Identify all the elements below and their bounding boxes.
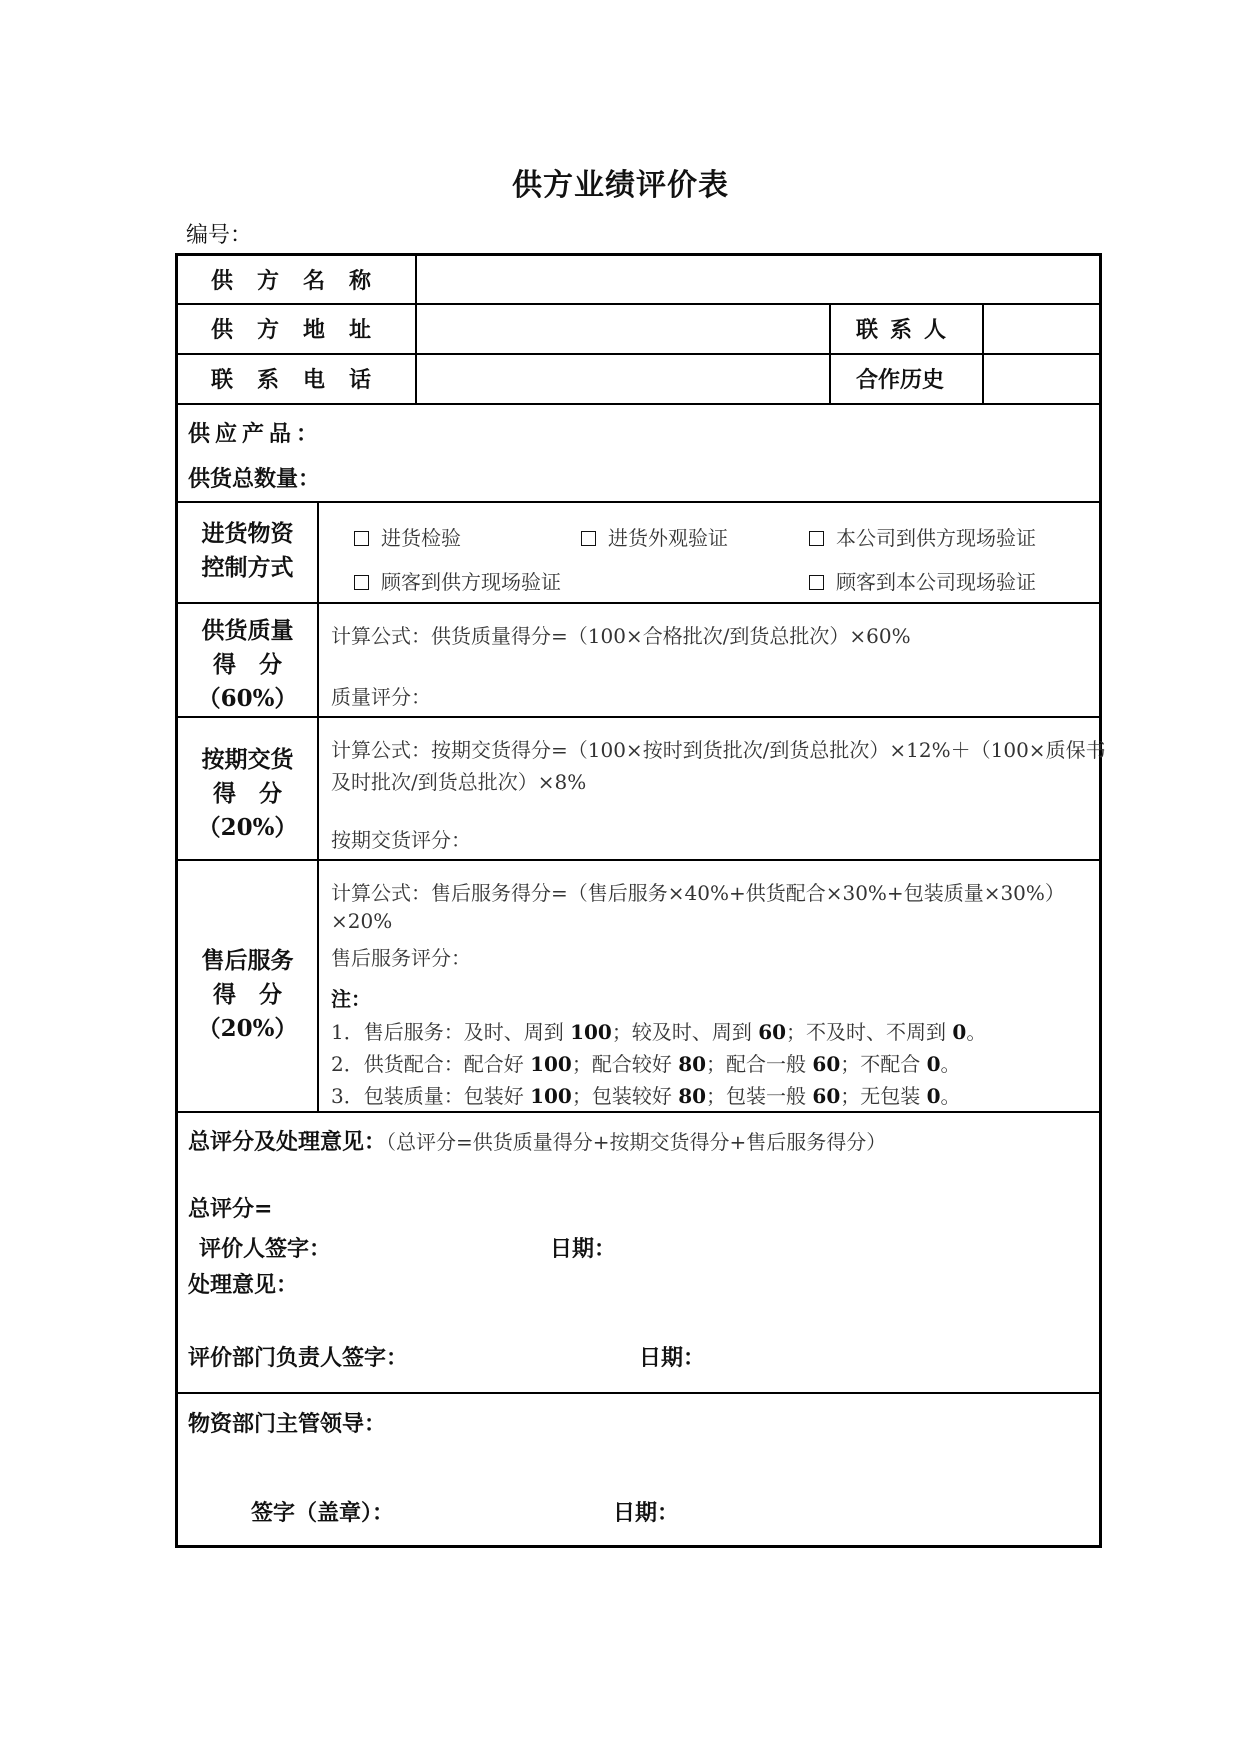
- summary-heading: [188, 1125, 886, 1156]
- option-label: 进货外观验证: [608, 526, 728, 550]
- summary-heading-note: （总评分=供货质量得分+按期交货得分+售后服务得分）: [386, 1130, 887, 1154]
- option-appearance-verification[interactable]: [581, 522, 728, 551]
- supply-products-label: 供应产品：: [188, 421, 324, 447]
- row-divider: [178, 1111, 1099, 1113]
- note-item: 3．包装质量：包装好 100；包装较好 80；包装一般 60；无包装 0。: [331, 1084, 961, 1108]
- option-label: 顾客到本公司现场验证: [836, 570, 1036, 594]
- supplier-address-field[interactable]: [423, 309, 823, 349]
- leader-signature-label: 签字（盖章）：: [251, 1500, 395, 1526]
- serial-number-label: 编号：: [186, 223, 253, 248]
- service-score-label: [178, 944, 317, 1046]
- evaluation-date-label: 日期：: [550, 1236, 617, 1262]
- option-label: 顾客到供方现场验证: [381, 570, 561, 594]
- column-divider: [982, 303, 984, 403]
- control-label-line: 进货物资: [201, 520, 294, 547]
- dept-head-signature-label: 评价部门负责人签字：: [188, 1345, 409, 1371]
- label-line: 得 分: [213, 981, 282, 1008]
- column-divider: [317, 501, 319, 1111]
- row-divider: [178, 403, 1099, 405]
- phone-field[interactable]: [423, 359, 823, 399]
- supplier-name-label: 供方名称: [211, 268, 396, 294]
- note-item: 2．供货配合：配合好 100；配合较好 80；配合一般 60；不配合 0。: [331, 1052, 961, 1076]
- delivery-formula-line: 及时批次/到货总批次）×8%: [331, 770, 587, 794]
- row-divider: [178, 1392, 1099, 1394]
- option-customer-company-verification[interactable]: [809, 566, 1036, 595]
- label-line: （20%）: [197, 814, 298, 841]
- checkbox-icon[interactable]: [354, 531, 369, 546]
- control-method-label: [178, 517, 317, 585]
- dept-head-date-label: 日期：: [639, 1345, 706, 1371]
- summary-heading-text: 总评分及处理意见：: [188, 1129, 387, 1155]
- service-formula-line: 计算公式：售后服务得分=（售后服务×40%+供货配合×30%+包装质量×30%）: [331, 881, 1065, 905]
- column-divider: [829, 303, 831, 403]
- supplier-address-label: 供方地址: [211, 317, 396, 343]
- control-label-line: 控制方式: [201, 554, 294, 581]
- page-title: 供方业绩评价表: [512, 168, 729, 203]
- evaluator-signature-label: 评价人签字：: [199, 1236, 332, 1262]
- label-line: 供货质量: [201, 617, 294, 644]
- supplier-name-field[interactable]: [423, 260, 1093, 300]
- total-quantity-label: 供货总数量：: [188, 466, 321, 492]
- delivery-score-label-text: 按期交货评分：: [331, 828, 471, 852]
- total-score-label: 总评分=: [188, 1196, 273, 1222]
- label-line: （20%）: [197, 1015, 298, 1042]
- quality-score-label-text: 质量评分：: [331, 685, 431, 709]
- option-company-onsite-verification[interactable]: [809, 522, 1036, 551]
- option-label: 进货检验: [381, 526, 461, 550]
- history-label: 合作历史: [856, 367, 945, 393]
- service-formula-line: ×20%: [331, 909, 393, 933]
- delivery-score-label: [178, 743, 317, 845]
- handling-opinion-label: 处理意见：: [188, 1272, 299, 1298]
- leader-heading: 物资部门主管领导：: [188, 1411, 387, 1437]
- column-divider: [415, 256, 417, 403]
- quality-score-label: [178, 614, 317, 716]
- phone-label: 联系电话: [211, 367, 396, 393]
- checkbox-icon[interactable]: [581, 531, 596, 546]
- label-line: 售后服务: [201, 947, 294, 974]
- option-customer-supplier-verification[interactable]: [354, 566, 561, 595]
- evaluation-form: [175, 253, 1106, 1548]
- history-field[interactable]: [990, 359, 1095, 399]
- leader-date-label: 日期：: [613, 1500, 680, 1526]
- row-divider: [178, 353, 1099, 355]
- label-line: （60%）: [197, 685, 298, 712]
- label-line: 按期交货: [201, 746, 294, 773]
- option-label: 本公司到供方现场验证: [836, 526, 1036, 550]
- service-score-label-text: 售后服务评分：: [331, 946, 471, 970]
- note-item: 1．售后服务：及时、周到 100；较及时、周到 60；不及时、不周到 0。: [331, 1020, 987, 1044]
- quality-formula: 计算公式：供货质量得分=（100×合格批次/到货总批次）×60%: [331, 624, 911, 648]
- checkbox-icon[interactable]: [809, 531, 824, 546]
- delivery-formula-line: 计算公式：按期交货得分=（100×按时到货批次/到货总批次）×12%＋（100×质保书: [331, 738, 1106, 762]
- label-line: 得 分: [213, 651, 282, 678]
- contact-person-field[interactable]: [990, 309, 1095, 349]
- checkbox-icon[interactable]: [809, 575, 824, 590]
- note-title: 注：: [331, 987, 371, 1011]
- checkbox-icon[interactable]: [354, 575, 369, 590]
- contact-person-label: 联系人: [856, 317, 959, 343]
- row-divider: [178, 303, 1099, 305]
- option-incoming-inspection[interactable]: [354, 522, 461, 551]
- label-line: 得 分: [213, 780, 282, 807]
